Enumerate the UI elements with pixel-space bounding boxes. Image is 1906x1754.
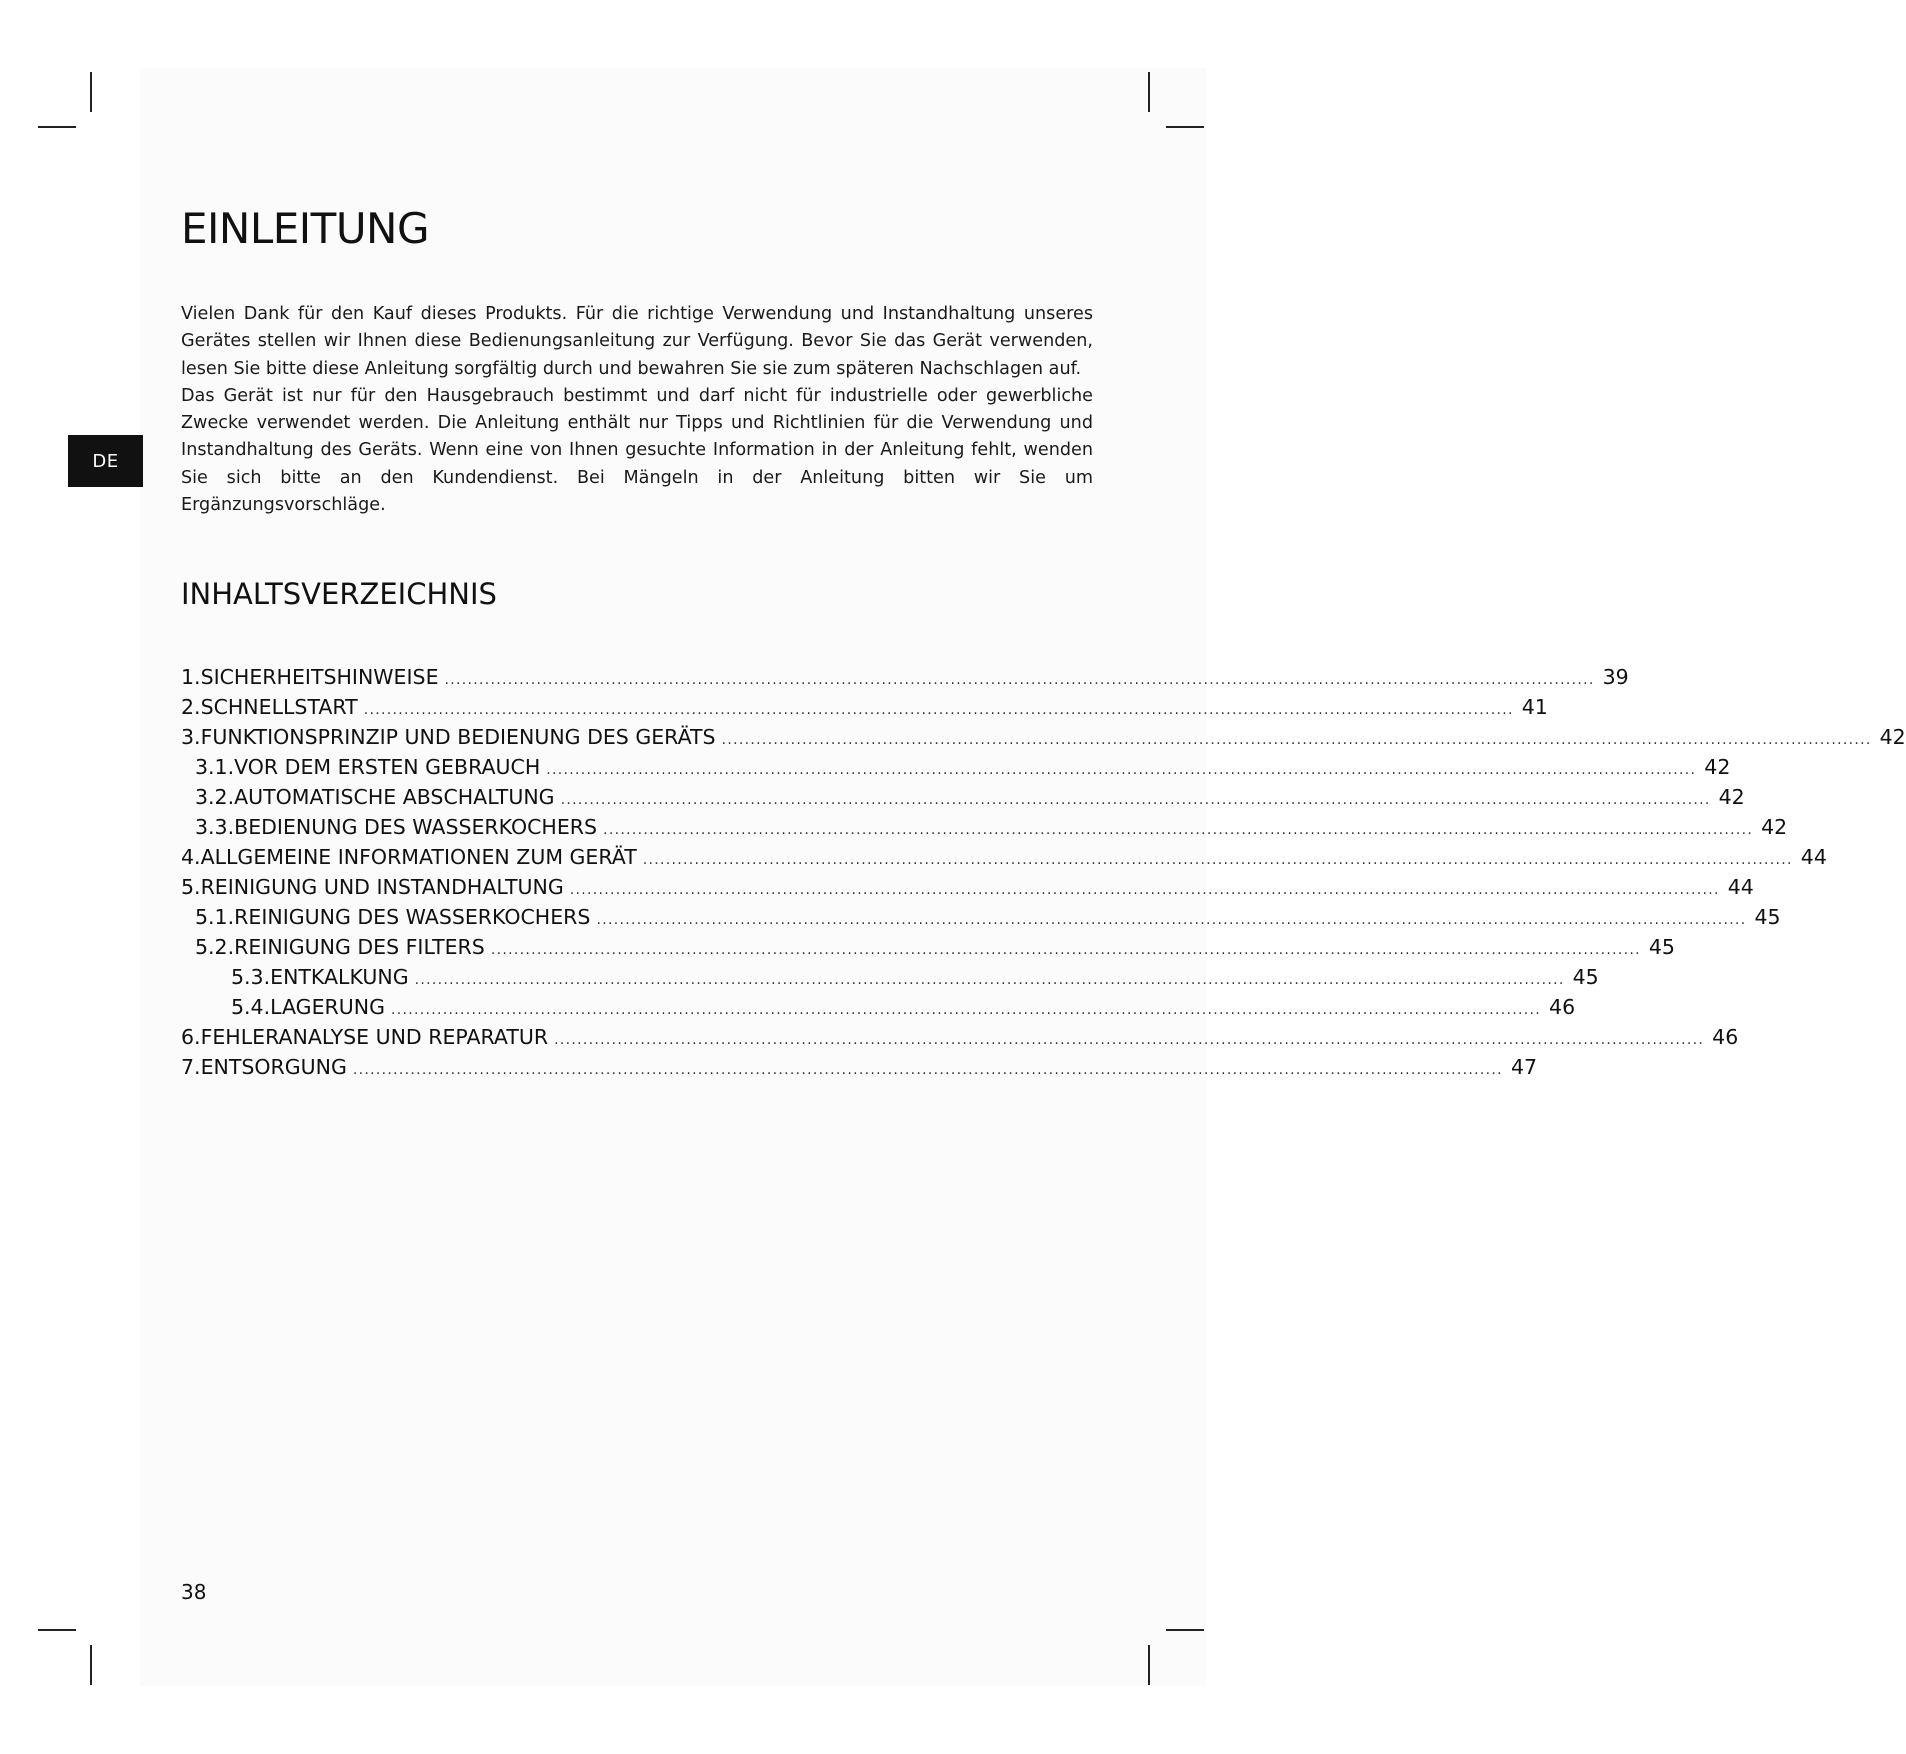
crop-mark — [90, 1645, 92, 1685]
toc-entry-label: FUNKTIONSPRINZIP UND BEDIENUNG DES GERÄTS — [200, 725, 716, 749]
toc-entry-page: 39 — [1602, 665, 1629, 689]
intro-paragraph: Das Gerät ist nur für den Hausgebrauch bestimmt und darf nicht für industrielle oder gewerbliche Zwecke verwendet werden. Die Anleitung enthält nur Tipps und Richtlinien für die Verwendung und Instandhaltung des Geräts. Wenn eine von Ihnen gesuchte Information in der Anleitung fehlt, wenden Sie sich bitte an den Kundendienst. Bei Mängeln in der Anleitung bitten wir Sie um Ergänzungsvorschläge. — [181, 385, 1093, 516]
toc-entry — [195, 815, 1788, 845]
crop-mark — [38, 1629, 76, 1631]
toc-entry — [181, 725, 1906, 755]
toc-entry-number: 3. — [181, 725, 201, 749]
dot-leader: ........................................................................................................................................................................................................ — [596, 912, 1747, 928]
toc-entry-page: 45 — [1754, 905, 1781, 929]
toc-entry-page: 42 — [1718, 785, 1745, 809]
crop-mark — [38, 126, 76, 128]
dot-leader: ........................................................................................................................................................................................................ — [352, 1062, 1503, 1078]
dot-leader: ........................................................................................................................................................................................................ — [560, 792, 1711, 808]
toc-entry-label: BEDIENUNG DES WASSERKOCHERS — [234, 815, 598, 839]
toc-entry — [181, 665, 1629, 695]
toc-entry-label: SICHERHEITSHINWEISE — [200, 665, 439, 689]
toc-entry-number: 5.2. — [195, 935, 235, 959]
toc-entry — [195, 785, 1745, 815]
toc-entry-number: 3.1. — [195, 755, 235, 779]
toc-entry-page: 45 — [1648, 935, 1675, 959]
toc-entry-number: 6. — [181, 1025, 201, 1049]
toc-entry — [181, 1055, 1538, 1085]
crop-mark — [1148, 1645, 1150, 1685]
toc-entry-page: 46 — [1712, 1025, 1739, 1049]
toc-entry-number: 5.4. — [231, 995, 271, 1019]
toc-entry-label: ALLGEMEINE INFORMATIONEN ZUM GERÄT — [200, 845, 637, 869]
dot-leader: ........................................................................................................................................................................................................ — [414, 972, 1565, 988]
dot-leader: ........................................................................................................................................................................................................ — [554, 1032, 1705, 1048]
toc-entry-page: 42 — [1704, 755, 1731, 779]
toc-entry-number: 3.2. — [195, 785, 235, 809]
toc-entry-page: 42 — [1879, 725, 1906, 749]
intro-paragraph: Vielen Dank für den Kauf dieses Produkts. Für die richtige Verwendung und Instandhaltung unseres Gerätes stellen wir Ihnen diese Bedienungsanleitung zur Verfügung. Bevor Sie das Gerät verwenden, lesen Sie bitte diese Anleitung sorgfältig durch und bewahren Sie sie zum späteren Nachschlagen auf. — [181, 304, 1093, 379]
dot-leader: ........................................................................................................................................................................................................ — [391, 1002, 1542, 1018]
toc-entry-number: 5. — [181, 875, 201, 899]
page-number: 38 — [181, 1580, 207, 1604]
crop-mark — [1166, 1629, 1204, 1631]
toc-entry — [181, 1025, 1739, 1055]
toc-entry — [181, 845, 1827, 875]
toc-entry-page: 44 — [1727, 875, 1754, 899]
toc-entry-number: 5.1. — [195, 905, 235, 929]
page-title: EINLEITUNG — [181, 204, 430, 253]
toc-entry-number: 3.3. — [195, 815, 235, 839]
toc-entry-label: FEHLERANALYSE UND REPARATUR — [200, 1025, 549, 1049]
toc-entry-label: VOR DEM ERSTEN GEBRAUCH — [234, 755, 541, 779]
dot-leader: ........................................................................................................................................................................................................ — [444, 672, 1595, 688]
dot-leader: ........................................................................................................................................................................................................ — [721, 732, 1872, 748]
crop-mark — [90, 72, 92, 112]
dot-leader: ........................................................................................................................................................................................................ — [363, 702, 1514, 718]
language-tab: DE — [68, 435, 143, 487]
dot-leader: ........................................................................................................................................................................................................ — [490, 942, 1641, 958]
toc-entry-label: ENTKALKUNG — [270, 965, 409, 989]
toc-entry-number: 2. — [181, 695, 201, 719]
toc-entry-label: REINIGUNG UND INSTANDHALTUNG — [200, 875, 564, 899]
toc-entry-page: 47 — [1510, 1055, 1538, 1079]
toc-entry — [195, 935, 1675, 965]
toc-entry — [181, 875, 1754, 905]
toc-entry — [181, 695, 1548, 725]
toc-entry — [195, 755, 1731, 785]
dot-leader: ........................................................................................................................................................................................................ — [546, 762, 1697, 778]
toc-entry-number: 1. — [181, 665, 201, 689]
toc-entry-page: 46 — [1549, 995, 1576, 1019]
toc-entry — [231, 965, 1599, 995]
toc-entry-number: 7. — [181, 1055, 201, 1079]
dot-leader: ........................................................................................................................................................................................................ — [569, 882, 1720, 898]
toc-entry — [195, 905, 1781, 935]
toc-entry-number: 4. — [181, 845, 201, 869]
intro-text — [181, 301, 1093, 519]
toc-title: INHALTSVERZEICHNIS — [181, 577, 497, 611]
toc-entry-label: LAGERUNG — [270, 995, 385, 1019]
toc-entry-label: REINIGUNG DES FILTERS — [234, 935, 485, 959]
toc-entry-page: 44 — [1800, 845, 1827, 869]
toc-entry-number: 5.3. — [231, 965, 271, 989]
crop-mark — [1148, 72, 1150, 112]
toc-entry-label: ENTSORGUNG — [200, 1055, 347, 1079]
dot-leader: ........................................................................................................................................................................................................ — [603, 822, 1754, 838]
crop-mark — [1166, 126, 1204, 128]
toc-entry-page: 41 — [1521, 695, 1548, 719]
toc-entry-page: 45 — [1572, 965, 1599, 989]
dot-leader: ........................................................................................................................................................................................................ — [642, 852, 1793, 868]
toc-entry-label: REINIGUNG DES WASSERKOCHERS — [234, 905, 591, 929]
toc-entry-label: SCHNELLSTART — [200, 695, 358, 719]
toc-entry-label: AUTOMATISCHE ABSCHALTUNG — [234, 785, 555, 809]
toc-entry — [231, 995, 1576, 1025]
toc-entry-page: 42 — [1761, 815, 1788, 839]
